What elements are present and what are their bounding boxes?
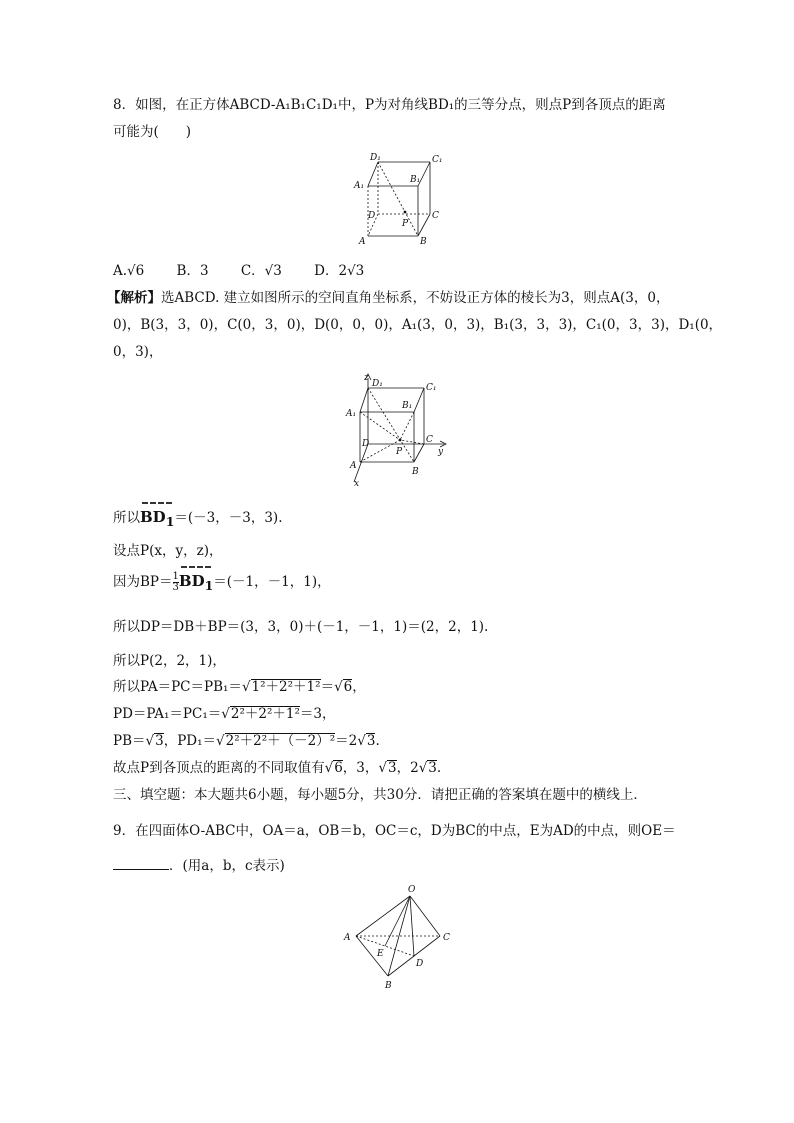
fig2-label-c1: C₁ [426,383,437,393]
fig3-label-o: O [408,885,416,895]
fig1-label-c1: C₁ [432,155,443,165]
vector-bd1-label: BD [140,508,166,526]
fig1-label-d: D [368,211,376,221]
option-c: C．√3 [240,263,282,279]
step8-radicand-2: 2²＋2²＋（－2）² [225,733,336,749]
solution-text1: 选ABCD. 建立如图所示的空间直角坐标系，不妨设正方体的棱长为3，则点A(3，0， [161,290,670,306]
fig2-label-y: y [438,447,444,457]
step8-prefix: PB＝ [113,733,146,749]
fig3-label-a: A [344,933,351,943]
sqrt-symbol [334,679,343,695]
step-1 [113,508,282,531]
step7-radicand: 2²＋2²＋1² [230,706,300,722]
fig2-label-b: B [412,467,419,477]
step9-dot: . [436,760,442,776]
step9-mid2: ，2 [396,760,419,776]
step8-radicand-3: 3 [366,733,376,749]
q8-options [113,262,392,280]
fig2-label-d1: D₁ [372,379,383,389]
sqrt-symbol [216,733,225,749]
fig3-label-b: B [385,981,392,991]
vector-bd1-2 [179,572,213,595]
fraction-den: 3 [172,582,179,593]
step9-radicand-1: 6 [334,760,343,776]
q8-line1: 8．如图，在正方体ABCD-A₁B₁C₁D₁中，P为对角线BD₁的三等分点，则点P到各顶点的距离 [113,97,666,113]
fig1-label-d1: D₁ [370,153,381,163]
step1-result: ＝(－3，－3，3). [174,510,283,526]
option-b: B．3 [176,263,209,279]
sqrt-symbol [242,679,251,695]
fig2-label-z: z [364,373,369,383]
fig3-label-e: E [377,949,384,959]
solution-label: 【解析】 [107,290,161,306]
solution-line3: 0，3)， [113,344,163,360]
fig1-label-c: C [432,211,439,221]
fig2-label-b1: B₁ [402,401,413,411]
step-9 [113,759,441,777]
sqrt-symbol [419,760,428,776]
step8-radicand-1: 3 [155,733,164,749]
step3-prefix: 因为BP＝ [113,574,173,590]
q8-line2: 可能为( ) [113,124,192,140]
sqrt-symbol [325,760,334,776]
fig2-label-x: x [354,479,360,488]
step6-radicand: 1²＋2²＋1² [251,679,321,695]
step6-eq: ＝ [320,679,335,695]
step6-end: ， [352,679,366,695]
step-3 [113,572,331,595]
step-6 [113,678,366,696]
step9-prefix: 故点P到各顶点的距离的不同取值有 [113,760,325,776]
fig2-label-a1: A₁ [346,409,357,419]
vector-bd1 [140,508,174,531]
fig2-label-c: C [426,435,433,445]
step-5: 所以P(2，2，1)， [113,653,226,669]
vector-bd1-sub: 1 [165,514,175,529]
sqrt-symbol [378,760,387,776]
q9-line2 [113,857,285,875]
q9-line2-text: ．(用a，b，c表示) [169,858,285,874]
step-2: 设点P(x，y，z)， [113,543,223,559]
step7-end: ＝3， [299,706,336,722]
fig3-label-d: D [416,959,424,969]
cube-figure [348,148,448,248]
fig1-label-a: A [359,237,366,247]
step6-prefix: 所以PA＝PC＝PB₁＝ [113,679,242,695]
step-7 [113,705,335,723]
section-3-heading: 三、填空题：本大题共6小题，每小题5分，共30分．请把正确的答案填在题中的横线上． [113,787,647,803]
option-d: D．2√3 [314,263,365,279]
fig1-label-a1: A₁ [354,181,365,191]
fig2-label-p: P [396,447,403,457]
fraction-num: 1 [172,571,179,582]
option-a: A.√6 [113,263,145,279]
step-4: 所以DP＝DB＋BP＝(3，3，0)＋(－1，－1，1)＝(2，2，1). [113,619,489,635]
step9-radicand-3: 3 [428,760,437,776]
solution-line2: 0)，B(3，3，0)，C(0，3，0)，D(0，0，0)，A₁(3，0，3)，B₁(3，3，3)，C₁(0，3，3)，D₁(0， [113,317,723,333]
step8-end: ＝2 [335,733,358,749]
fig3-label-c: C [443,933,450,943]
step1-prefix: 所以 [113,510,140,526]
step9-mid: ，3， [342,760,379,776]
fig1-label-b: B [420,237,427,247]
q9-line1: 9．在四面体O-ABC中，OA＝a，OB＝b，OC＝c，D为BC的中点，E为AD的中点，则OE＝ [113,823,676,839]
step7-prefix: PD＝PA₁＝PC₁＝ [113,706,222,722]
step3-result: ＝(－1，－1，1)， [213,574,331,590]
fig2-label-d: D [362,439,370,449]
fig1-label-b1: B₁ [410,175,421,185]
step8-mid: ，PD₁＝ [163,733,217,749]
tetrahedron-figure [340,882,460,992]
fig1-label-p: P [402,219,409,229]
vector-bd1-2-sub: 1 [204,578,214,593]
sqrt-symbol [146,733,155,749]
cube-axes-figure [340,372,460,488]
step-8 [113,732,380,750]
vector-bd1-2-label: BD [178,572,205,590]
sqrt-symbol [357,733,366,749]
step6-result-radicand: 6 [343,679,353,695]
answer-blank[interactable] [113,869,169,870]
fig2-label-a: A [350,461,357,471]
solution-line1 [107,289,669,307]
step8-dot: . [375,733,380,749]
step9-radicand-2: 3 [388,760,397,776]
sqrt-symbol [221,706,230,722]
